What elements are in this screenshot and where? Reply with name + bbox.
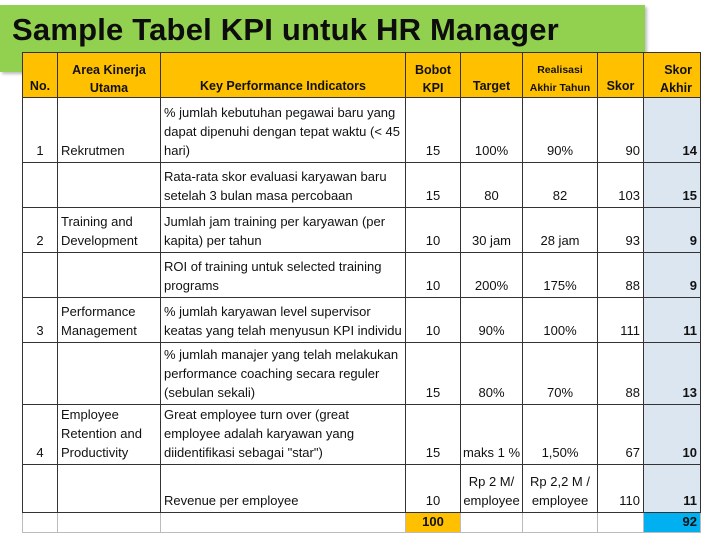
row-realisasi: 175% [523,253,598,298]
row-target: 30 jam [461,208,523,253]
row-target: 200% [461,253,523,298]
row-no [23,163,58,208]
row-kpi: ROI of training untuk selected training programs [161,253,406,298]
row-no: 1 [23,98,58,163]
row-skor: 103 [598,163,644,208]
row-skor: 90 [598,98,644,163]
row-realisasi: 100% [523,298,598,343]
row-no [23,253,58,298]
row-area: Performance Management [58,298,161,343]
row-skor: 93 [598,208,644,253]
row-bobot: 10 [406,465,461,513]
table-row [23,465,701,513]
row-area: Rekrutmen [58,98,161,163]
kpi-table [22,52,701,533]
row-skor-akhir: 13 [644,343,701,405]
row-kpi: % jumlah karyawan level supervisor keatas yang telah menyusun KPI individu [161,298,406,343]
row-no: 2 [23,208,58,253]
row-kpi: Jumlah jam training per karyawan (per kapita) per tahun [161,208,406,253]
header-bobot: Bobot KPI [406,53,461,98]
row-kpi: % jumlah kebutuhan pegawai baru yang dapat dipenuhi dengan tepat waktu (< 45 hari) [161,98,406,163]
row-bobot: 10 [406,208,461,253]
row-skor: 110 [598,465,644,513]
row-realisasi: 82 [523,163,598,208]
row-skor: 88 [598,253,644,298]
header-target: Target [461,53,523,98]
row-bobot: 10 [406,298,461,343]
row-skor-akhir: 15 [644,163,701,208]
header-realisasi: Realisasi Akhir Tahun [523,53,598,98]
row-kpi: Great employee turn over (great employee adalah karyawan yang diidentifikasi sebagai "star") [161,405,406,465]
row-no [23,343,58,405]
row-realisasi: Rp 2,2 M / employee [523,465,598,513]
total-row [23,513,701,533]
header-skor: Skor [598,53,644,98]
header-area: Area Kinerja Utama [58,53,161,98]
row-skor-akhir: 9 [644,253,701,298]
table-header [23,53,701,98]
row-skor-akhir: 14 [644,98,701,163]
total-akhir: 92 [644,513,701,533]
table-row [23,163,701,208]
header-kpi: Key Performance Indicators [161,53,406,98]
row-skor-akhir: 11 [644,465,701,513]
row-skor: 88 [598,343,644,405]
table-row [23,298,701,343]
row-target: 100% [461,98,523,163]
row-area [58,465,161,513]
row-target: 80% [461,343,523,405]
row-area [58,343,161,405]
header-no: No. [23,53,58,98]
row-kpi: % jumlah manajer yang telah melakukan performance coaching secara reguler (sebulan sekali) [161,343,406,405]
row-no [23,465,58,513]
row-no: 4 [23,405,58,465]
row-realisasi: 70% [523,343,598,405]
row-kpi: Rata-rata skor evaluasi karyawan baru setelah 3 bulan masa percobaan [161,163,406,208]
table-row [23,343,701,405]
row-area: Training and Development [58,208,161,253]
page-title: Sample Tabel KPI untuk HR Manager [12,12,559,47]
table-row [23,253,701,298]
row-bobot: 10 [406,253,461,298]
row-area [58,163,161,208]
row-target: 80 [461,163,523,208]
table-row [23,405,701,465]
row-skor-akhir: 9 [644,208,701,253]
row-bobot: 15 [406,163,461,208]
total-bobot: 100 [406,513,461,533]
row-area: Employee Retention and Productivity [58,405,161,465]
row-kpi: Revenue per employee [161,465,406,513]
table-row [23,98,701,163]
row-target: maks 1 % [461,405,523,465]
header-akhir: Skor Akhir [644,53,701,98]
row-target: Rp 2 M/ employee [461,465,523,513]
row-skor: 111 [598,298,644,343]
row-bobot: 15 [406,405,461,465]
row-realisasi: 90% [523,98,598,163]
table-row [23,208,701,253]
row-realisasi: 28 jam [523,208,598,253]
row-skor: 67 [598,405,644,465]
row-bobot: 15 [406,343,461,405]
row-skor-akhir: 10 [644,405,701,465]
row-area [58,253,161,298]
row-target: 90% [461,298,523,343]
row-realisasi: 1,50% [523,405,598,465]
row-skor-akhir: 11 [644,298,701,343]
row-bobot: 15 [406,98,461,163]
row-no: 3 [23,298,58,343]
